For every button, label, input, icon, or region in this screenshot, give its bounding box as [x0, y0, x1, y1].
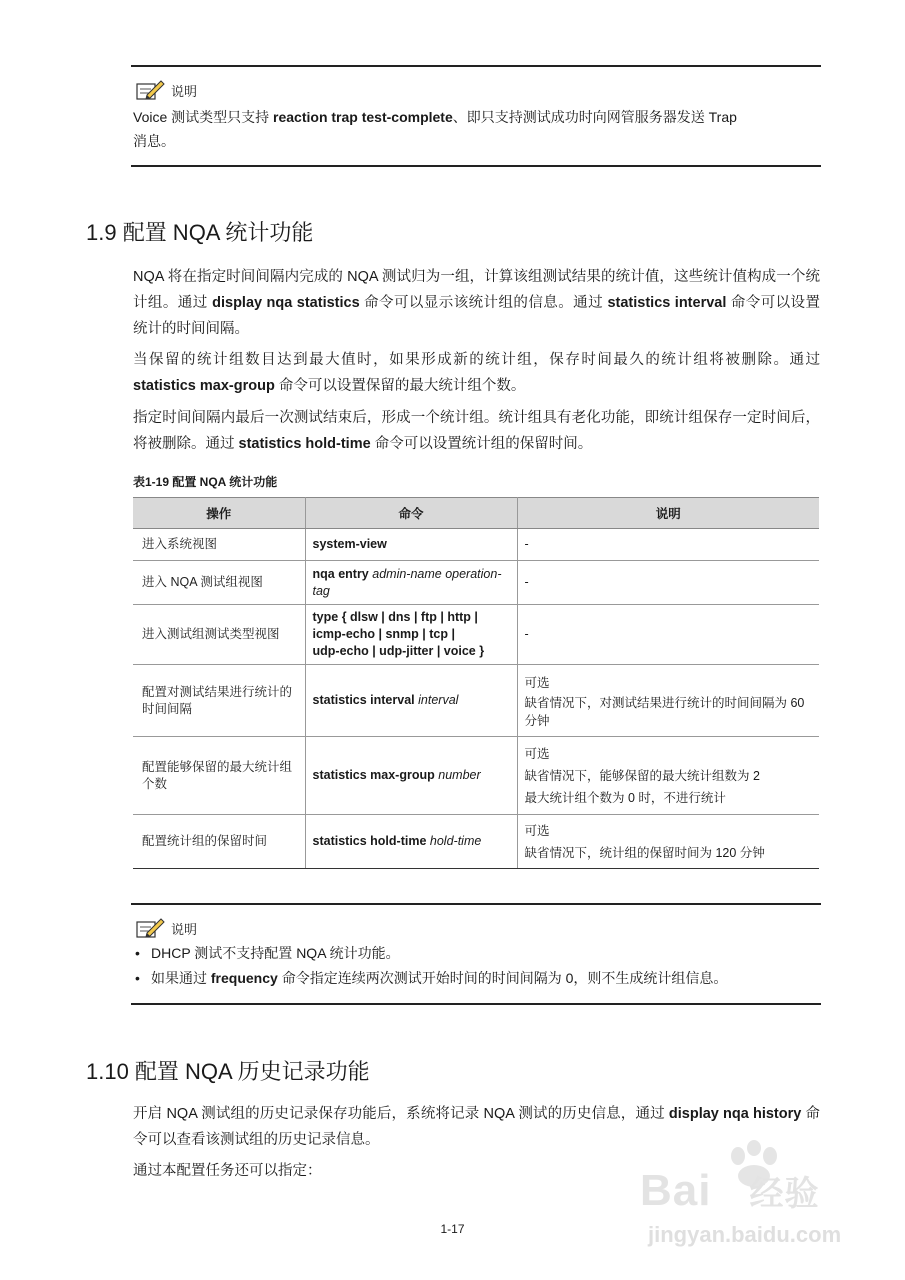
note-title: 说明	[171, 921, 198, 937]
note-header	[135, 917, 821, 939]
table-row	[133, 605, 819, 665]
table-row	[133, 737, 819, 815]
desc-optional: 可选	[524, 746, 550, 761]
para4-command: display nqa history	[668, 1106, 802, 1122]
bullet-text-b: 命令指定连续两次测试开始时间的时间间隔为 0，则不生成统计组信息。	[277, 970, 728, 986]
watermark-brand-text: Bai	[640, 1166, 712, 1215]
command-keyword: statistics hold-time	[312, 834, 427, 848]
paragraph-2	[133, 347, 820, 399]
table-row	[133, 561, 819, 605]
para1-command-1: display nqa statistics	[212, 295, 360, 311]
table-row	[133, 665, 819, 737]
pencil-note-icon	[135, 917, 165, 939]
para1-text-b: 命令可以显示该统计组的信息。通过	[359, 295, 608, 311]
command-options-line3: udp-echo | udp-jitter | voice }	[312, 644, 485, 658]
config-table	[133, 497, 819, 869]
table-header-row	[133, 498, 819, 529]
command-keyword: type	[312, 610, 339, 624]
cell-description: -	[517, 605, 819, 665]
command-argument: number	[438, 768, 481, 782]
cell-command	[305, 605, 517, 665]
desc-optional: 可选	[524, 823, 550, 838]
para3-command: statistics hold-time	[238, 436, 371, 452]
note-text-pre: Voice 测试类型只支持	[133, 109, 274, 125]
command-keyword: system-view	[312, 537, 387, 551]
cell-description	[517, 815, 819, 869]
header-command: 命令	[305, 498, 517, 529]
baidu-watermark	[640, 1140, 880, 1265]
bullet-text: DHCP 测试不支持配置 NQA 统计功能。	[151, 945, 400, 961]
para1-command-2: statistics interval	[607, 295, 727, 311]
bullet-text-a: 如果通过	[151, 970, 211, 986]
cell-operation: 配置对测试结果进行统计的时间间隔	[133, 665, 305, 737]
note-text-line2: 消息。	[133, 133, 175, 149]
command-options-line1: { dlsw | dns | ftp | http |	[341, 610, 478, 624]
cell-command	[305, 737, 517, 815]
section-heading-1-10: 1.10 配置 NQA 历史记录功能	[86, 1059, 370, 1084]
cell-operation: 进入 NQA 测试组视图	[133, 561, 305, 605]
desc-default: 缺省情况下，能够保留的最大统计组数为 2	[524, 768, 760, 783]
table-row	[133, 529, 819, 561]
list-item	[135, 966, 821, 991]
command-argument: hold-time	[429, 834, 482, 848]
cell-description: -	[517, 561, 819, 605]
note-box-2	[131, 903, 821, 1005]
section-heading-1-9: 1.9 配置 NQA 统计功能	[86, 220, 314, 245]
para3-text-b: 命令可以设置统计组的保留时间。	[370, 436, 593, 452]
cell-command	[305, 529, 517, 561]
desc-optional: 可选	[524, 675, 550, 690]
command-argument: interval	[418, 693, 459, 707]
note-bullet-list	[135, 941, 821, 991]
command-argument: admin-name operation-tag	[312, 566, 502, 598]
desc-default: 缺省情况下，对测试结果进行统计的时间间隔为 60 分钟	[524, 695, 805, 728]
para1-text-c: 命令可以设置统计的时间间隔。	[133, 295, 820, 337]
note-text	[133, 105, 821, 153]
cell-description	[517, 665, 819, 737]
bullet-command: frequency	[210, 970, 278, 986]
paragraph-5: 通过本配置任务还可以指定：	[133, 1163, 322, 1179]
cell-description: -	[517, 529, 819, 561]
cell-command	[305, 665, 517, 737]
paragraph-1	[133, 264, 820, 342]
para2-text-a: 当保留的统计组数目达到最大值时，如果形成新的统计组，保存时间最久的统计组将被删除。通过	[133, 352, 820, 368]
cell-operation: 进入测试组测试类型视图	[133, 605, 305, 665]
para2-text-b: 命令可以设置保留的最大统计组个数。	[274, 378, 526, 394]
cell-operation: 配置能够保留的最大统计组个数	[133, 737, 305, 815]
note-box-1	[131, 65, 821, 167]
note-text-post: 、即只支持测试成功时向网管服务器发送 Trap	[452, 109, 737, 125]
watermark-brand-cn: 经验	[749, 1175, 820, 1213]
header-operation: 操作	[133, 498, 305, 529]
desc-default: 缺省情况下，统计组的保留时间为 120 分钟	[524, 845, 765, 860]
command-options-line2: icmp-echo | snmp | tcp |	[312, 627, 455, 641]
page-number: 1-17	[440, 1222, 465, 1236]
cell-operation: 进入系统视图	[133, 529, 305, 561]
pencil-note-icon	[135, 79, 165, 101]
para3-text-a: 指定时间间隔内最后一次测试结束后，形成一个统计组。统计组具有老化功能，即统计组保存一定时间后，将被删除。通过	[133, 410, 820, 452]
list-item	[135, 941, 821, 966]
desc-extra: 最大统计组个数为 0 时，不进行统计	[524, 790, 726, 805]
watermark-brand	[640, 1166, 819, 1216]
table-row	[133, 815, 819, 869]
cell-operation: 配置统计组的保留时间	[133, 815, 305, 869]
note-title: 说明	[171, 83, 198, 99]
note-command: reaction trap test-complete	[273, 109, 453, 125]
command-keyword: nqa entry	[312, 566, 369, 581]
watermark-url: jingyan.baidu.com	[648, 1222, 842, 1247]
command-keyword: statistics interval	[312, 693, 415, 707]
cell-command	[305, 561, 517, 605]
para4-text-a: 开启 NQA 测试组的历史记录保存功能后，系统将记录 NQA 测试的历史信息，通过	[133, 1106, 669, 1122]
paragraph-3	[133, 405, 820, 457]
para2-command: statistics max-group	[133, 378, 275, 394]
table-caption: 表1-19 配置 NQA 统计功能	[133, 475, 278, 489]
note-header	[135, 79, 821, 101]
header-description: 说明	[517, 498, 819, 529]
command-keyword: statistics max-group	[312, 768, 435, 782]
cell-command	[305, 815, 517, 869]
cell-description	[517, 737, 819, 815]
para1-text-a: NQA 将在指定时间间隔内完成的 NQA 测试归为一组，计算该组测试结果的统计值，这些统计值构成一个统计组。通过	[133, 269, 820, 311]
para4-text-b: 命令可以查看该测试组的历史记录信息。	[133, 1106, 820, 1148]
